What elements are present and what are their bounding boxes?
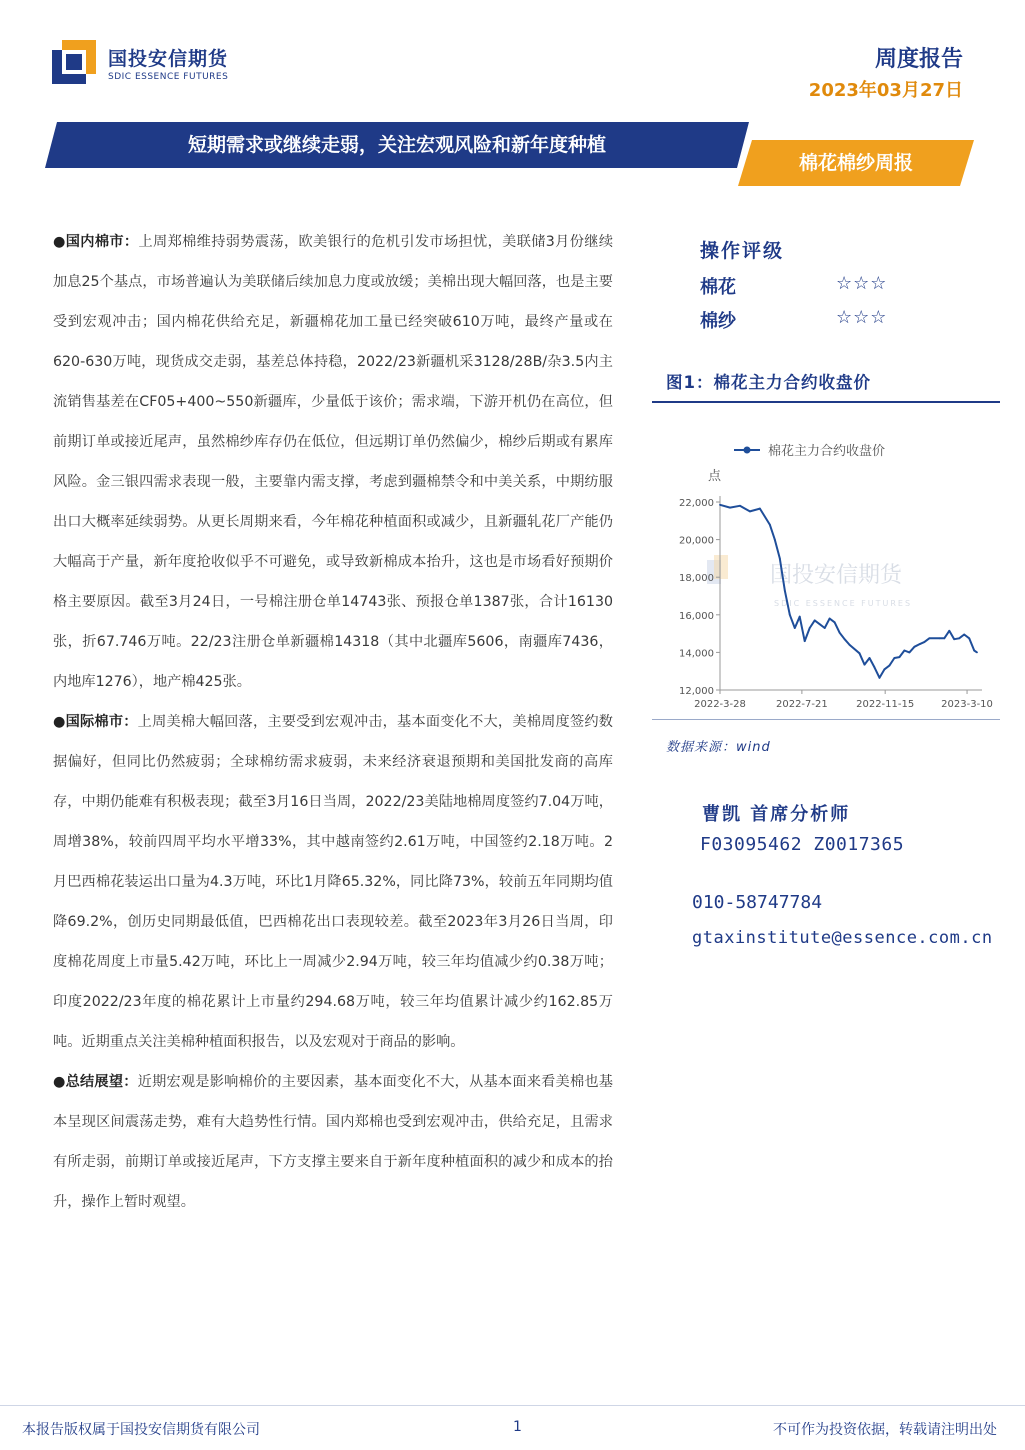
y-tick-label: 22,000 bbox=[679, 498, 714, 509]
report-title: 短期需求或继续走弱，关注宏观风险和新年度种植 bbox=[187, 134, 606, 156]
rating-stars-icon: ☆☆☆ bbox=[836, 273, 888, 294]
data-point bbox=[963, 634, 965, 636]
data-point bbox=[719, 504, 721, 506]
data-point bbox=[908, 652, 910, 654]
contact-phone: 010-58747784 bbox=[692, 892, 823, 913]
y-tick-label: 20,000 bbox=[679, 535, 714, 547]
footer-disclaimer: 不可作为投资依据，转载请注明出处 bbox=[773, 1422, 997, 1438]
company-logo-icon bbox=[52, 40, 100, 84]
report-subtitle: 棉花棉纱周报 bbox=[798, 152, 913, 174]
x-tick-label: 2023-3-10 bbox=[941, 699, 993, 710]
price-chart bbox=[652, 430, 1002, 718]
page-number: 1 bbox=[513, 1419, 522, 1435]
logo-company-name: 国投安信期货 bbox=[108, 48, 229, 70]
data-point bbox=[958, 637, 960, 639]
footer-copyright: 本报告版权属于国投安信期货有限公司 bbox=[22, 1422, 260, 1438]
data-point bbox=[953, 638, 955, 640]
data-point bbox=[859, 652, 861, 654]
data-point bbox=[894, 657, 896, 659]
footer-divider bbox=[0, 1405, 1025, 1406]
section-outlook bbox=[53, 1062, 613, 1222]
data-point bbox=[973, 650, 975, 652]
section-body: 上周郑棉维持弱势震荡，欧美银行的危机引发市场担忧，美联储3月份继续加息25个基点，市场普遍认为美联储后续加息力度或放缓；美棉出现大幅回落，也是主要受到宏观冲击；国内棉花供给充足，新疆棉花加工量已经突破610万吨，最终产量或在620-630万吨，现货成交走弱，基差总体持稳，2022/23新疆机采3128/28B/杂3.5内主流销售基差在CF05+400~550新疆库，少量低于该价；需求端，下游开机仍在高位，但前期订单或接近尾声，虽然棉纱库存仍在低位，但远期订单仍然偏少，棉纱后期或有累库风险。金三银四需求表现一般，主要靠内需支撑，考虑到疆棉禁令和中美关系，中期纺服出口大概率延续弱势。从更长周期来看，今年棉花种植面积或减少，且新疆轧花厂产能仍大幅高于产量，新年度抢收似乎不可避免，或导致新棉成本抬升，这也是市场看好预期价格主要原因。截至3月24日，一号棉注册仓单14743张、预报仓单1387张，合计16130张，折67.746万吨。22/23注册仓单新疆棉14318（其中北疆库5606，南疆库7436，内地库1276），地产棉425张。 bbox=[53, 234, 614, 690]
data-point bbox=[729, 507, 731, 509]
data-point bbox=[903, 650, 905, 652]
logo-company-english: SDIC ESSENCE FUTURES bbox=[108, 72, 229, 82]
section-international bbox=[53, 702, 613, 1062]
data-point bbox=[884, 668, 886, 670]
data-point bbox=[844, 638, 846, 640]
data-point bbox=[789, 614, 791, 616]
data-point bbox=[809, 627, 811, 629]
watermark-text: 国投安信期货 bbox=[770, 563, 903, 588]
rating-name: 棉纱 bbox=[700, 311, 736, 332]
data-point bbox=[899, 656, 901, 658]
section-body: 上周美棉大幅回落，主要受到宏观冲击，基本面变化不大，美棉周度签约数据偏好，但同比仍然疲弱；全球棉纺需求疲弱，未来经济衰退预期和美国批发商的高库存，中期仍能难有积极表现；截至3月16日当周，2022/23美陆地棉周度签约7.04万吨，周增38%，较前四周平均水平增33%，其中越南签约2.61万吨，中国签约2.18万吨。2月巴西棉花装运出口量为4.3万吨，环比1月降65.32%，同比降73%，较前五年同期均值降69.2%，创历史同期最低值，巴西棉花出口表现较差。截至2023年3月26日当周，印度棉花周度上市量5.42万吨，环比上一周减少2.94万吨，较三年均值减少约0.38万吨；印度2022/23年度的棉花累计上市量约294.68万吨，较三年均值累计减少约162.85万吨。近期重点关注美棉种植面积报告，以及宏观对于商品的影响。 bbox=[53, 714, 613, 1050]
data-point bbox=[824, 627, 826, 629]
data-point bbox=[913, 646, 915, 648]
data-point bbox=[779, 558, 781, 560]
data-point bbox=[879, 677, 881, 679]
analyst-name: 曹凯 首席分析师 bbox=[702, 804, 851, 825]
data-point bbox=[869, 657, 871, 659]
chart-watermark bbox=[707, 555, 912, 608]
contact-email[interactable]: gtaxinstitute@essence.com.cn bbox=[692, 928, 993, 948]
data-point bbox=[938, 637, 940, 639]
data-point bbox=[943, 637, 945, 639]
data-point bbox=[739, 505, 741, 507]
data-point bbox=[819, 623, 821, 625]
data-point bbox=[769, 524, 771, 526]
rating-row-cotton bbox=[700, 273, 910, 299]
report-date: 2023年03月27日 bbox=[808, 80, 963, 101]
watermark-logo-icon bbox=[714, 555, 728, 579]
data-point bbox=[839, 632, 841, 634]
series-points bbox=[719, 504, 978, 679]
y-tick-label: 18,000 bbox=[679, 573, 714, 585]
data-point bbox=[976, 652, 978, 654]
y-axis-unit: 点 bbox=[708, 469, 722, 484]
x-tick-label: 2022-11-15 bbox=[856, 699, 915, 710]
data-point bbox=[804, 640, 806, 642]
section-heading: ●国内棉市： bbox=[53, 234, 139, 250]
data-point bbox=[948, 630, 950, 632]
y-axis bbox=[679, 496, 720, 697]
x-axis bbox=[694, 690, 993, 710]
data-point bbox=[928, 637, 930, 639]
data-point bbox=[834, 621, 836, 623]
data-point bbox=[799, 616, 801, 618]
section-heading: ●国际棉市： bbox=[53, 714, 138, 730]
rating-title: 操作评级 bbox=[700, 240, 785, 262]
data-point bbox=[759, 508, 761, 510]
data-point bbox=[849, 644, 851, 646]
data-point bbox=[874, 667, 876, 669]
chart-legend bbox=[734, 443, 885, 459]
main-text-column bbox=[53, 222, 613, 1222]
data-point bbox=[889, 665, 891, 667]
rating-name: 棉花 bbox=[700, 277, 736, 298]
legend-marker-icon bbox=[744, 447, 751, 454]
data-point bbox=[864, 664, 866, 666]
data-point bbox=[749, 511, 751, 513]
figure-divider bbox=[652, 401, 1000, 403]
section-heading: ●总结展望： bbox=[53, 1074, 138, 1090]
figure-bottom-divider bbox=[652, 719, 1000, 720]
watermark-text-en: SDIC ESSENCE FUTURES bbox=[774, 599, 913, 608]
data-point bbox=[919, 643, 921, 645]
data-point bbox=[814, 620, 816, 622]
data-point bbox=[774, 539, 776, 541]
y-tick-label: 12,000 bbox=[679, 686, 714, 697]
rating-stars-icon: ☆☆☆ bbox=[836, 307, 888, 328]
data-point bbox=[829, 618, 831, 620]
series-line bbox=[720, 505, 977, 678]
section-body: 近期宏观是影响棉价的主要因素，基本面变化不大，从基本面来看美棉也基本呈现区间震荡走势，难有大趋势性行情。国内郑棉也受到宏观冲击，供给充足，且需求有所走弱，前期订单或接近尾声，下方支撑主要来自于新年度种植面积的减少和成本的抬升，操作上暂时观望。 bbox=[53, 1074, 613, 1210]
x-tick-label: 2022-7-21 bbox=[775, 699, 828, 710]
legend-label: 棉花主力合约收盘价 bbox=[768, 444, 886, 459]
analyst-certificate: F03095462 Z0017365 bbox=[700, 834, 905, 855]
y-tick-label: 16,000 bbox=[679, 610, 714, 622]
report-type: 周度报告 bbox=[874, 47, 963, 72]
x-tick-label: 2022-3-28 bbox=[694, 699, 746, 710]
data-source: 数据来源：wind bbox=[666, 740, 771, 755]
section-domestic bbox=[53, 222, 613, 702]
data-point bbox=[794, 627, 796, 629]
y-tick-label: 14,000 bbox=[679, 648, 714, 660]
rating-row-yarn bbox=[700, 307, 910, 333]
figure-title: 图1：棉花主力合约收盘价 bbox=[666, 373, 871, 392]
data-point bbox=[784, 589, 786, 591]
data-point bbox=[968, 637, 970, 639]
data-point bbox=[923, 641, 925, 643]
